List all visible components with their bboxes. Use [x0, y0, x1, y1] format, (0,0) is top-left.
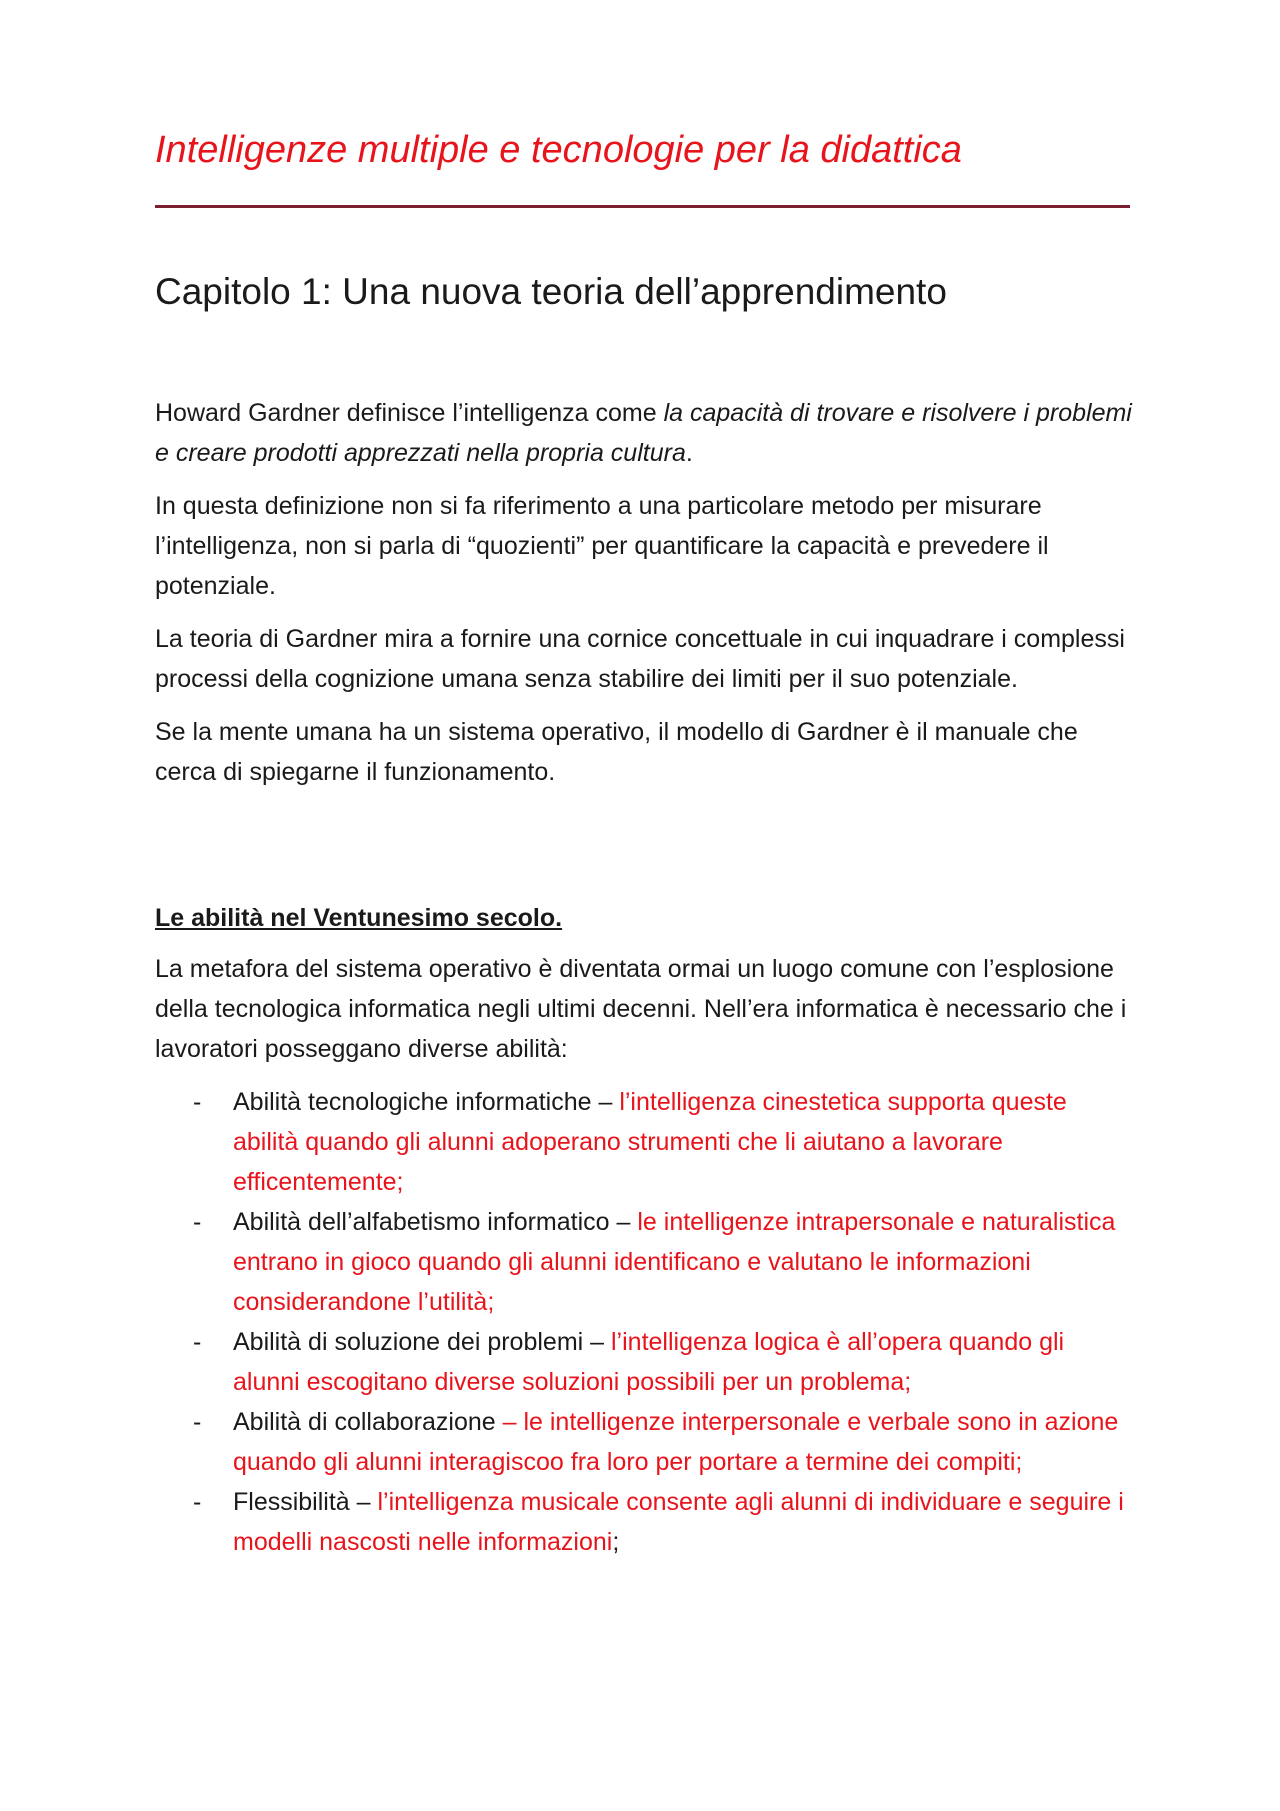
- list-item: [155, 1322, 1135, 1402]
- skills-list: [155, 1082, 1135, 1562]
- definition-quote: la capacità di trovare e risolvere i problemi e creare prodotti apprezzati nella propria cultura: [155, 399, 1132, 467]
- bullet-dash: -: [193, 1088, 202, 1116]
- definition-end: .: [685, 439, 693, 467]
- intro-paragraph-manual: Se la mente umana ha un sistema operativo, il modello di Gardner è il manuale che cerca di spiegarne il funzionamento.: [155, 718, 1078, 786]
- skill-note: le intelligenze intrapersonale e naturalistica entrano in gioco quando gli alunni identificano e valutano le informazioni considerandone l’utilità;: [233, 1208, 1116, 1316]
- skill-note: l’intelligenza musicale consente agli alunni di individuare e seguire i modelli nascosti nelle informazioni: [233, 1488, 1124, 1556]
- skill-note: – le intelligenze interpersonale e verbale sono in azione quando gli alunni interagiscoo fra loro per portare a termine dei compiti;: [233, 1408, 1119, 1476]
- skill-tail: ;: [612, 1528, 620, 1556]
- list-item: [155, 1402, 1135, 1482]
- chapter-heading: Capitolo 1: Una nuova teoria dell’apprendimento: [155, 271, 947, 312]
- skill-label: Flessibilità –: [233, 1488, 378, 1516]
- skill-note: l’intelligenza cinestetica supporta queste abilità quando gli alunni adoperano strumenti che li aiutano a lavorare efficentemente;: [233, 1088, 1067, 1196]
- definition-lead: Howard Gardner definisce l’intelligenza come: [155, 399, 664, 427]
- intro-paragraph-definition: [155, 393, 1135, 473]
- intro-section: [155, 393, 1135, 805]
- document-title: Intelligenze multiple e tecnologie per la didattica: [155, 129, 962, 171]
- bullet-dash: -: [193, 1488, 202, 1516]
- section-paragraph: La metafora del sistema operativo è diventata ormai un luogo comune con l’esplosione della tecnologica informatica negli ultimi decenni. Nell’era informatica è necessario che i lavoratori posseggano diverse abilità:: [155, 955, 1127, 1063]
- bullet-dash: -: [193, 1208, 202, 1236]
- skill-label: Abilità di soluzione dei problemi –: [233, 1328, 611, 1356]
- list-item: [155, 1202, 1135, 1322]
- intro-paragraph-measurement: In questa definizione non si fa riferimento a una particolare metodo per misurare l’intelligenza, non si parla di “quozienti” per quantificare la capacità e prevedere il potenziale.: [155, 492, 1049, 600]
- bullet-dash: -: [193, 1408, 202, 1436]
- intro-paragraph-framework: La teoria di Gardner mira a fornire una cornice concettuale in cui inquadrare i complessi processi della cognizione umana senza stabilire dei limiti per il suo potenziale.: [155, 625, 1125, 693]
- skill-label: Abilità tecnologiche informatiche –: [233, 1088, 620, 1116]
- list-item: [155, 1082, 1135, 1202]
- list-item: [155, 1482, 1135, 1562]
- title-divider: [155, 205, 1130, 208]
- skills-section: [155, 949, 1135, 1562]
- bullet-dash: -: [193, 1328, 202, 1356]
- skill-label: Abilità dell’alfabetismo informatico –: [233, 1208, 638, 1236]
- skill-label: Abilità di collaborazione: [233, 1408, 503, 1436]
- skill-note: l’intelligenza logica è all’opera quando gli alunni escogitano diverse soluzioni possibili per un problema;: [233, 1328, 1065, 1396]
- section-heading: Le abilità nel Ventunesimo secolo.: [155, 904, 563, 932]
